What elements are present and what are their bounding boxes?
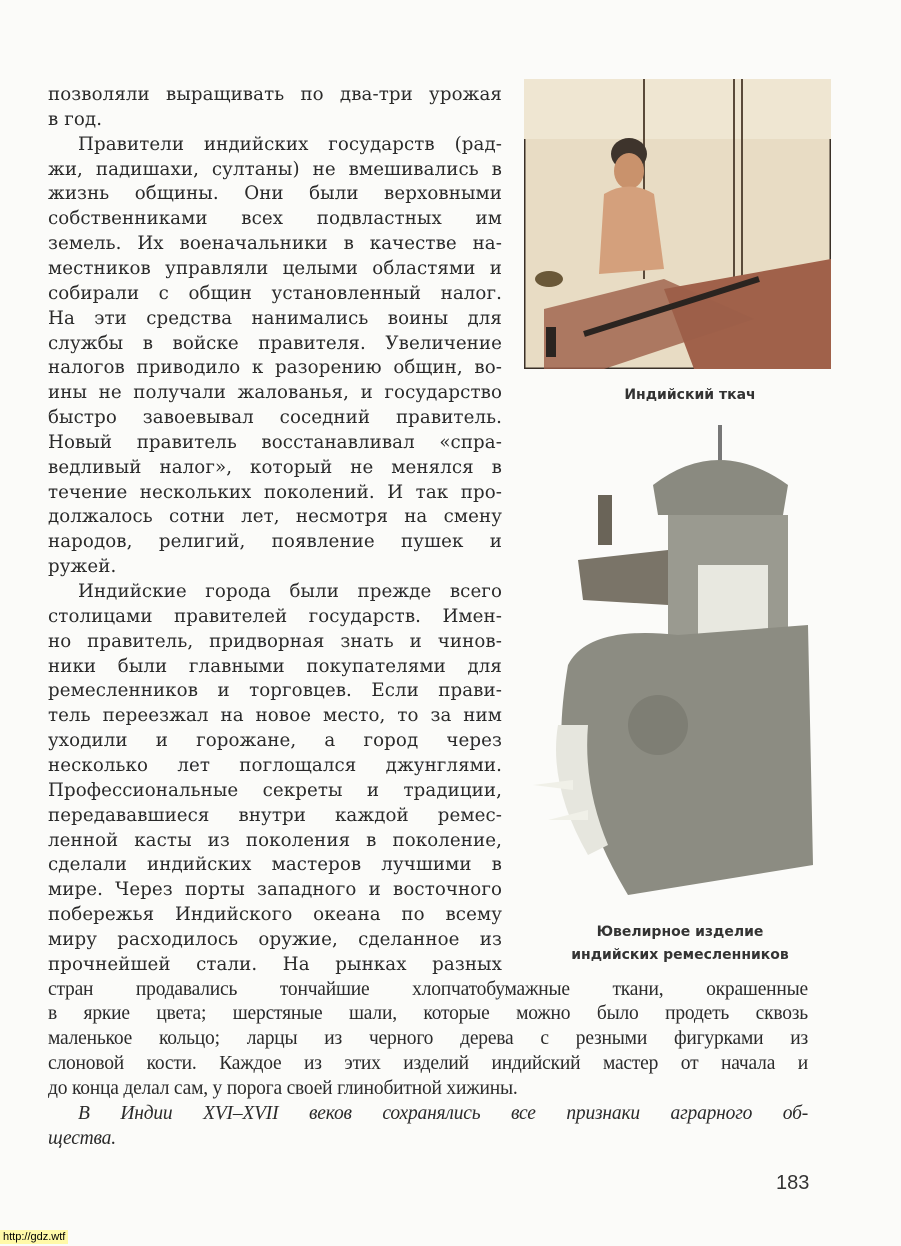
text-line: миру расходилось оружие, сделанное из — [48, 928, 502, 950]
caption-line: Ювелирное изделие — [596, 924, 764, 940]
text-line: Профессиональные секреты и традиции, — [48, 779, 502, 801]
text-line: тель переезжал на новое место, то за ним — [48, 705, 502, 727]
text-line: передававшиеся внутри каждой ремес- — [48, 804, 502, 826]
text-line: несколько лет поглощался джунглями. — [48, 754, 502, 776]
text-line: ружей. — [48, 556, 117, 578]
text-line: собственниками всех подвластных им — [48, 208, 502, 230]
text-line: должалось сотни лет, несмотря на смену — [48, 506, 502, 528]
text-line: слоновой кости. Каждое из этих изделий индийский мастер от начала и — [48, 1053, 808, 1075]
text-line: сделали индийских мастеров лучшими в — [48, 854, 502, 876]
text-line: столицами правителей государств. Имен- — [48, 605, 502, 627]
text-line: до конца делал сам, у порога своей глинобитной хижины. — [48, 1078, 518, 1099]
figure-caption-weaver — [560, 384, 820, 407]
caption-line: индийских ремесленников — [571, 947, 789, 963]
text-line: но правитель, придворная знать и чинов- — [48, 630, 502, 652]
text-line: В Индии XVI–XVII веков сохранялись все признаки аграрного об- — [78, 1102, 808, 1124]
page-number: 183 — [776, 1172, 810, 1194]
text-line: собирали с общин установленный налог. — [48, 282, 502, 304]
text-line: народов, религий, появление пушек и — [48, 531, 502, 553]
text-line: ленной касты из поколения в поколение, — [48, 829, 502, 851]
text-line: течение нескольких поколений. И так про- — [48, 481, 502, 503]
text-line: службы в войске правителя. Увеличение — [48, 332, 502, 354]
text-line: Индийские города были прежде всего — [78, 581, 502, 602]
figure-caption-jewelry — [540, 921, 820, 967]
text-line: позволяли выращивать по два-три урожая — [48, 84, 502, 105]
text-line: жизнь общины. Они были верховными — [48, 183, 502, 205]
text-line: маленькое кольцо; ларцы из черного дерева с резными фигурками из — [48, 1028, 808, 1050]
text-line: местников управляли целыми областями и — [48, 257, 502, 279]
text-line: стран продавались тончайшие хлопчатобумажные ткани, окрашенные — [48, 978, 808, 1000]
text-line: щества. — [48, 1127, 116, 1149]
text-line: мире. Через порты западного и восточного — [48, 879, 502, 901]
text-line: Правители индийских государств (рад- — [78, 133, 502, 155]
watermark-link[interactable]: http://gdz.wtf — [0, 1230, 68, 1244]
text-line: ведливый налог», который не менялся в — [48, 456, 502, 478]
text-line: уходили и горожане, а город через — [48, 730, 502, 752]
text-line: в год. — [48, 108, 103, 130]
jeweled-elephant-illustration — [528, 425, 818, 905]
caption-line: Индийский ткач — [624, 387, 756, 403]
text-line: быстро завоевывал соседний правитель. — [48, 407, 502, 429]
text-line: ины не получали жалованья, и государство — [48, 382, 502, 404]
text-line: прочнейшей стали. На рынках разных — [48, 953, 502, 975]
text-line: побережья Индийского океана по всему — [48, 904, 502, 926]
text-line: в яркие цвета; шерстяные шали, которые можно было продеть сквозь — [48, 1003, 808, 1025]
text-line: жи, падишахи, султаны) не вмешивались в — [48, 158, 502, 180]
text-line: налогов приводило к разорению общин, во- — [48, 357, 502, 379]
text-line: земель. Их военачальники в качестве на- — [48, 233, 502, 255]
text-line: ремесленников и торговцев. Если прави- — [48, 680, 502, 702]
weaver-illustration — [524, 79, 831, 369]
text-line: На эти средства нанимались воины для — [48, 307, 502, 329]
text-line: Новый правитель восстанавливал «спра- — [48, 431, 502, 453]
text-line: ники были главными покупателями для — [48, 655, 502, 677]
